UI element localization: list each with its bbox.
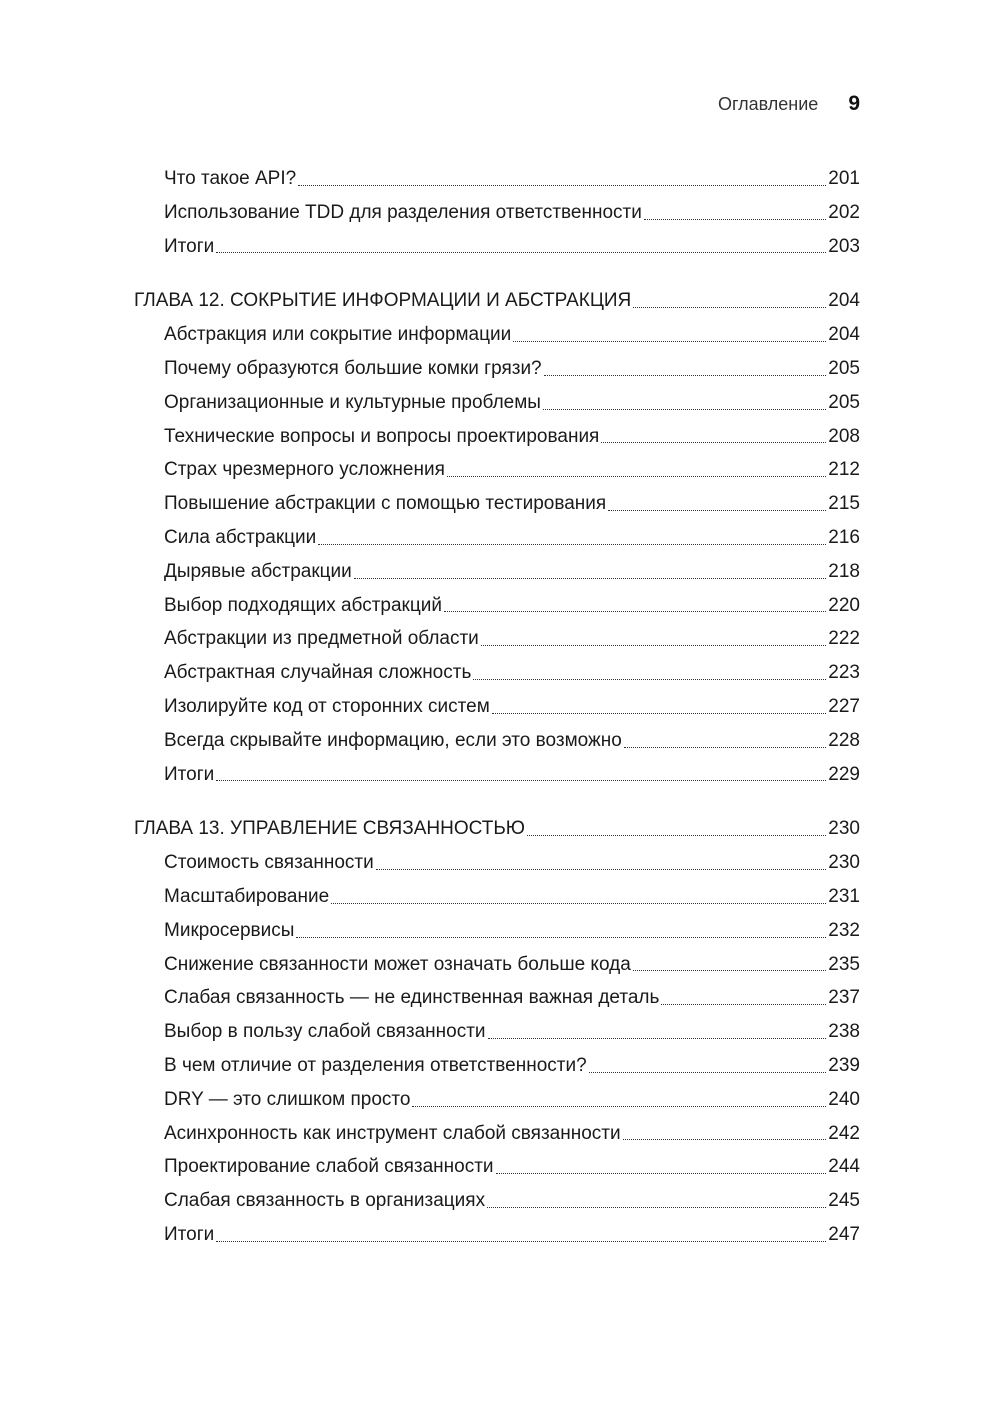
toc-entry-page: 204: [828, 324, 860, 346]
toc-entry-title: Всегда скрывайте информацию, если это возможно: [164, 729, 622, 751]
toc-entry-page: 201: [828, 168, 860, 189]
toc-section-entry: [134, 162, 860, 196]
dot-leader: [444, 611, 826, 612]
toc-entry-title: Что такое API?: [164, 168, 297, 189]
toc-entry-page: 247: [828, 1223, 860, 1245]
running-title: Оглавление: [717, 94, 819, 114]
dot-leader: [633, 307, 826, 308]
dot-leader: [492, 713, 827, 714]
toc-entry-page: 227: [828, 695, 860, 717]
dot-leader: [624, 747, 827, 748]
toc-section-entry: [134, 555, 860, 589]
toc-entry-page: 231: [828, 885, 860, 907]
toc-section-entry: [134, 981, 860, 1015]
dot-leader: [623, 1139, 827, 1140]
toc-entry-title: Снижение связанности может означать больше кода: [164, 953, 631, 975]
toc-section-entry: [134, 846, 860, 880]
toc-entry-page: 218: [828, 560, 860, 582]
toc-entry-page: 212: [828, 459, 860, 481]
toc-entry-title: Выбор подходящих абстракций: [164, 594, 442, 616]
toc-entry-page: 223: [828, 662, 860, 684]
toc-section-entry: [134, 1083, 860, 1117]
toc-entry-title: Микросервисы: [164, 919, 295, 941]
toc-entry-title: Стоимость связанности: [164, 852, 374, 874]
toc-chapter-entry: [134, 284, 860, 318]
dot-leader: [318, 544, 826, 545]
toc-entry-title: Итоги: [164, 1223, 215, 1245]
toc-section-entry: [134, 487, 860, 521]
dot-leader: [496, 1173, 827, 1174]
dot-leader: [447, 476, 826, 477]
toc-entry-page: 230: [828, 818, 860, 840]
toc-entry-page: 204: [828, 290, 860, 312]
dot-leader: [633, 970, 827, 971]
dot-leader: [216, 780, 826, 781]
toc-section-entry: [134, 1049, 860, 1083]
toc-entry-title: Сила абстракции: [164, 526, 317, 548]
toc-entry-title: ГЛАВА 13. УПРАВЛЕНИЕ СВЯЗАННОСТЬЮ: [134, 818, 525, 840]
toc-entry-title: Итоги: [164, 763, 215, 785]
toc-entry-title: ГЛАВА 12. СОКРЫТИЕ ИНФОРМАЦИИ И АБСТРАКЦИЯ: [134, 290, 632, 312]
toc-section-entry: [134, 230, 860, 264]
toc-entry-title: Итоги: [164, 235, 215, 257]
toc-section-entry: [134, 589, 860, 623]
dot-leader: [298, 185, 826, 186]
toc-section-entry: [134, 420, 860, 454]
toc-entry-page: 202: [828, 201, 860, 223]
toc-entry-title: Изолируйте код от сторонних систем: [164, 695, 490, 717]
toc-entry-page: 228: [828, 729, 860, 751]
toc-entry-title: Слабая связанность — не единственная важная деталь: [164, 987, 660, 1009]
toc-entry-page: 205: [828, 357, 860, 379]
dot-leader: [331, 903, 826, 904]
toc-section-entry: [134, 656, 860, 690]
toc-entry-page: 237: [828, 987, 860, 1009]
toc-entry-page: 215: [828, 493, 860, 515]
toc-entry-title: Использование TDD для разделения ответственности: [164, 201, 642, 223]
dot-leader: [216, 252, 826, 253]
toc-entry-page: 222: [828, 628, 860, 650]
dot-leader: [513, 341, 826, 342]
toc-section-entry: [134, 1015, 860, 1049]
dot-leader: [487, 1207, 826, 1208]
dot-leader: [216, 1241, 826, 1242]
toc-entry-title: Масштабирование: [164, 885, 330, 907]
toc-entry-title: Организационные и культурные проблемы: [164, 391, 541, 413]
toc-entry-page: 205: [828, 391, 860, 413]
toc-entry-title: Страх чрезмерного усложнения: [164, 459, 445, 481]
dot-leader: [608, 510, 826, 511]
toc-entry-title: Повышение абстракции с помощью тестирования: [164, 493, 607, 515]
toc-section-entry: [134, 318, 860, 352]
toc-section-entry: [134, 1117, 860, 1151]
toc-entry-page: 220: [828, 594, 860, 616]
toc-section-entry: [134, 196, 860, 230]
toc-section-entry: [134, 453, 860, 487]
toc-section-entry: [134, 352, 860, 386]
toc-entry-page: 232: [828, 919, 860, 941]
dot-leader: [473, 679, 826, 680]
toc-section-entry: [134, 880, 860, 914]
page-number: 9: [848, 92, 860, 115]
toc-entry-page: 216: [828, 526, 860, 548]
toc-section-entry: [134, 622, 860, 656]
toc-section-entry: [134, 386, 860, 420]
toc-entry-title: Абстракция или сокрытие информации: [164, 324, 512, 346]
toc-entry-page: 245: [828, 1190, 860, 1212]
toc-entry-page: 238: [828, 1021, 860, 1043]
toc-entry-title: Технические вопросы и вопросы проектирования: [164, 425, 600, 447]
toc-entry-title: Выбор в пользу слабой связанности: [164, 1021, 486, 1043]
toc-entry-title: Дырявые абстракции: [164, 560, 352, 582]
toc-entry-title: Абстрактная случайная сложность: [164, 662, 472, 684]
dot-leader: [527, 835, 826, 836]
dot-leader: [601, 442, 826, 443]
toc-section-entry: [134, 948, 860, 982]
dot-leader: [544, 375, 827, 376]
toc-entry-page: 208: [828, 425, 860, 447]
toc-entry-page: 203: [828, 235, 860, 257]
dot-leader: [661, 1004, 826, 1005]
toc-entry-title: Проектирование слабой связанности: [164, 1156, 494, 1178]
dot-leader: [376, 869, 827, 870]
dot-leader: [488, 1038, 827, 1039]
toc-section-entry: [134, 724, 860, 758]
toc-entry-page: 242: [828, 1122, 860, 1144]
dot-leader: [296, 937, 826, 938]
toc-chapter-entry: [134, 812, 860, 846]
dot-leader: [412, 1106, 826, 1107]
toc-section-entry: [134, 1218, 860, 1252]
toc-entry-title: Слабая связанность в организациях: [164, 1190, 486, 1212]
running-header: [718, 92, 860, 116]
toc-section-entry: [134, 914, 860, 948]
dot-leader: [589, 1072, 827, 1073]
dot-leader: [481, 645, 827, 646]
toc-entry-title: Абстракции из предметной области: [164, 628, 479, 650]
toc-entry-title: DRY — это слишком просто: [164, 1088, 411, 1110]
dot-leader: [644, 219, 826, 220]
toc-entry-page: 235: [828, 953, 860, 975]
table-of-contents: [134, 162, 860, 1252]
toc-entry-page: 229: [828, 763, 860, 785]
toc-entry-page: 240: [828, 1088, 860, 1110]
toc-section-entry: [134, 521, 860, 555]
toc-section-entry: [134, 1184, 860, 1218]
dot-leader: [543, 409, 826, 410]
toc-section-entry: [134, 758, 860, 792]
toc-section-entry: [134, 690, 860, 724]
toc-entry-title: Почему образуются большие комки грязи?: [164, 357, 542, 379]
toc-entry-page: 244: [828, 1156, 860, 1178]
dot-leader: [354, 578, 827, 579]
toc-entry-page: 239: [828, 1054, 860, 1076]
toc-entry-title: В чем отличие от разделения ответственности?: [164, 1054, 587, 1076]
toc-section-entry: [134, 1150, 860, 1184]
toc-entry-title: Асинхронность как инструмент слабой связанности: [164, 1122, 621, 1144]
toc-entry-page: 230: [828, 852, 860, 874]
